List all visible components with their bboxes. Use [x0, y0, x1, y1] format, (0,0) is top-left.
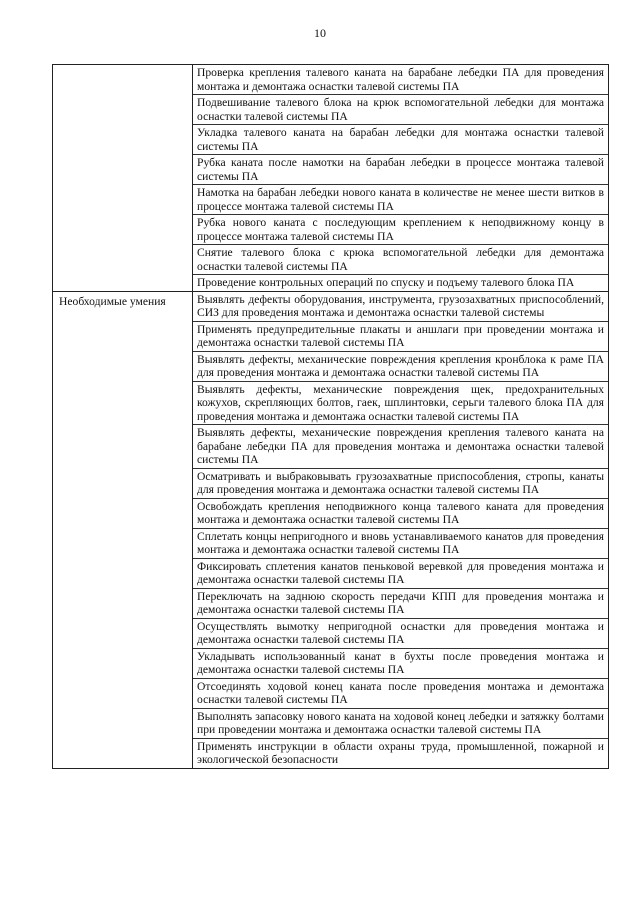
list-item: Укладывать использованный канат в бухты после проведения монтажа и демонтажа оснастки талевой системы ПА [193, 649, 608, 679]
table-row [53, 291, 609, 768]
list-item: Выявлять дефекты, механические повреждения крепления талевого каната на барабане лебедки ПА для проведения монтажа и демонтажа оснастки талевой системы ПА [193, 425, 608, 469]
list-item: Осуществлять вымотку непригодной оснастки для проведения монтажа и демонтажа оснастки талевой системы ПА [193, 619, 608, 649]
list-item: Выявлять дефекты, механические повреждения щек, предохранительных кожухов, скрепляющих болтов, гаек, шплинтовки, серьги талевого блока ПА для проведения монтажа и демонтажа оснастки талевой системы ПА [193, 382, 608, 426]
list-item: Переключать на заднюю скорость передачи КПП для проведения монтажа и демонтажа оснастки талевой системы ПА [193, 589, 608, 619]
list-item: Фиксировать сплетения канатов пеньковой веревкой для проведения монтажа и демонтажа оснастки талевой системы ПА [193, 559, 608, 589]
list-item: Выполнять запасовку нового каната на ходовой конец лебедки и затяжку болтами при проведении монтажа и демонтажа оснастки талевой системы ПА [193, 709, 608, 739]
list-item: Применять предупредительные плакаты и аншлаги при проведении монтажа и демонтажа оснастки талевой системы ПА [193, 322, 608, 352]
list-item: Снятие талевого блока с крюка вспомогательной лебедки для демонтажа оснастки талевой системы ПА [193, 245, 608, 275]
list-item: Проведение контрольных операций по спуску и подъему талевого блока ПА [197, 276, 575, 289]
page-number: 10 [314, 26, 326, 40]
competency-table [52, 64, 609, 769]
table-row [53, 65, 609, 292]
list-item: Рубка каната после намотки на барабан лебедки в процессе монтажа талевой системы ПА [193, 155, 608, 185]
list-item: Осматривать и выбраковывать грузозахватные приспособления, стропы, канаты для проведения монтажа и демонтажа оснастки талевой системы ПА [193, 469, 608, 499]
items-cell [193, 291, 609, 768]
items-cell [193, 65, 609, 292]
list-item: Сплетать концы непригодного и вновь устанавливаемого канатов для проведения монтажа и демонтажа оснастки талевой системы ПА [193, 529, 608, 559]
list-item: Подвешивание талевого блока на крюк вспомогательной лебедки для монтажа оснастки талевой системы ПА [193, 95, 608, 125]
list-item: Освобождать крепления неподвижного конца талевого каната для проведения монтажа и демонтажа оснастки талевой системы ПА [193, 499, 608, 529]
list-item: Выявлять дефекты оборудования, инструмента, грузозахватных приспособлений, СИЗ для проведения монтажа и демонтажа оснастки талевой системы [193, 292, 608, 322]
list-item: Намотка на барабан лебедки нового каната в количестве не менее шести витков в процессе монтажа талевой системы ПА [193, 185, 608, 215]
list-item: Укладка талевого каната на барабан лебедки для монтажа оснастки талевой системы ПА [193, 125, 608, 155]
category-cell: Необходимые умения [53, 291, 193, 768]
category-cell [53, 65, 193, 292]
list-item: Рубка нового каната с последующим креплением к неподвижному концу в процессе монтажа талевой системы ПА [193, 215, 608, 245]
list-item: Отсоединять ходовой конец каната после проведения монтажа и демонтажа оснастки талевой системы ПА [193, 679, 608, 709]
list-item: Применять инструкции в области охраны труда, промышленной, пожарной и экологической безопасности [197, 739, 604, 766]
list-item: Проверка крепления талевого каната на барабане лебедки ПА для проведения монтажа и демонтажа оснастки талевой системы ПА [193, 65, 608, 95]
list-item: Выявлять дефекты, механические повреждения крепления кронблока к раме ПА для проведения монтажа и демонтажа оснастки талевой системы ПА [193, 352, 608, 382]
